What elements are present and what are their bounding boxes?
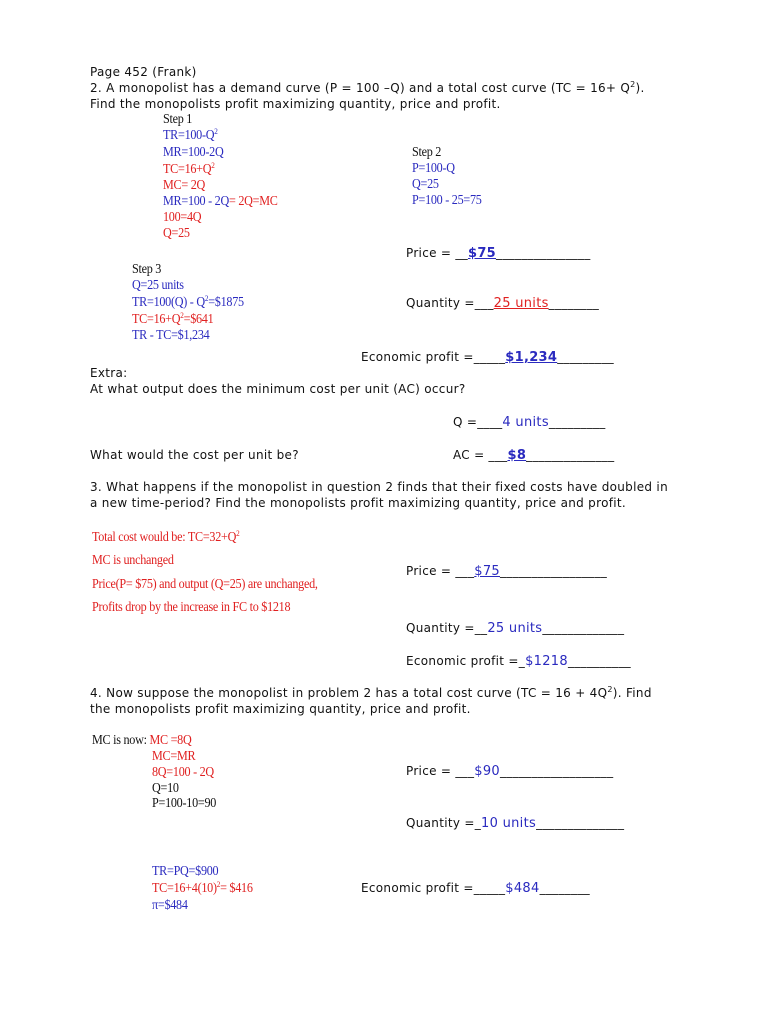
- q3-price-answer: Price = ___$75_________________: [406, 564, 608, 579]
- q3-total-cost: Total cost would be: $TC=32+Q^2$: [92, 529, 240, 544]
- step3-quantity: Q=25 units: [132, 277, 184, 292]
- q4-mc-now: MC is now: MC =8Q: [92, 732, 192, 747]
- q4-profit-answer: Economic profit =_____$484________: [361, 881, 590, 896]
- question-3-text-line1: 3. What happens if the monopolist in question 2 finds that their fixed costs have doubled in: [90, 480, 668, 494]
- step3-total-cost: $TC=16+Q^2=\$641$: [132, 311, 214, 326]
- question-2-text-line1: 2. A monopolist has a demand curve (P = 100 –Q) and a total cost curve $(TC = 16+ Q^2)$.: [90, 80, 645, 95]
- q4-price-answer: Price = ___$90__________________: [406, 764, 614, 779]
- q4-quantity: Q=10: [152, 780, 179, 795]
- step1-mr: MR=100-2Q: [163, 144, 224, 159]
- extra-question-cost: What would the cost per unit be?: [90, 448, 299, 462]
- extra-ac-answer: AC = ___$8______________: [453, 448, 615, 463]
- question-3-text-line2: a new time-period? Find the monopolists profit maximizing quantity, price and profit.: [90, 496, 626, 510]
- step2-demand: P=100-Q: [412, 160, 455, 175]
- step1-mc: MC= 2Q: [163, 177, 206, 192]
- q2-quantity-answer: Quantity =___25 units________: [406, 296, 600, 311]
- q2-profit-answer: Economic profit =_____$1,234_________: [361, 350, 614, 365]
- step2-price: P=100 - 25=75: [412, 192, 482, 207]
- extra-question-output: At what output does the minimum cost per unit (AC) occur?: [90, 382, 466, 396]
- q4-mc-equals-mr: MC=MR: [152, 748, 196, 763]
- q4-total-revenue: TR=PQ=$900: [152, 863, 219, 878]
- step2-title: Step 2: [412, 144, 442, 159]
- q2-price-answer: Price = __$75_______________: [406, 246, 591, 261]
- q3-quantity-answer: Quantity =__25 units_____________: [406, 621, 625, 636]
- extra-label: Extra:: [90, 366, 128, 380]
- q4-total-cost: $TC=16+4(10)^2=$ $416: [152, 880, 253, 895]
- q4-quantity-answer: Quantity =_10 units______________: [406, 816, 625, 831]
- q4-profit: π=$484: [152, 897, 188, 912]
- step2-quantity: Q=25: [412, 176, 439, 191]
- page-reference: Page 452 (Frank): [90, 65, 197, 79]
- q3-price-output-unchanged: Price(P= $75) and output (Q=25) are unchanged,: [92, 576, 318, 591]
- step3-total-revenue: $TR=100(Q) - Q^2=\$1875$: [132, 294, 244, 309]
- question-4-text-line1: 4. Now suppose the monopolist in problem 2 has a total cost curve $(TC = 16 + 4Q^2)$. Find: [90, 685, 652, 700]
- step3-profit: TR - TC=$1,234: [132, 327, 210, 342]
- step1-tr: $TR=100-Q^2$: [163, 127, 218, 142]
- question-4-text-line2: the monopolists profit maximizing quantity, price and profit.: [90, 702, 471, 716]
- q3-profit-answer: Economic profit =_$1218__________: [406, 654, 631, 669]
- step1-tc: $TC=16+Q^2$: [163, 161, 215, 176]
- step1-solve: 100=4Q: [163, 209, 202, 224]
- q3-profits-drop: Profits drop by the increase in FC to $1218: [92, 599, 291, 614]
- q4-solve: 8Q=100 - 2Q: [152, 764, 214, 779]
- extra-q-answer: Q =____4 units_________: [453, 415, 606, 430]
- question-2-text-line2: Find the monopolists profit maximizing quantity, price and profit.: [90, 97, 501, 111]
- step1-mr-equals-mc: MR=100 - 2Q= 2Q=MC: [163, 193, 278, 208]
- q4-price: P=100-10=90: [152, 795, 217, 810]
- step1-title: Step 1: [163, 111, 193, 126]
- q3-mc-unchanged: MC is unchanged: [92, 552, 174, 567]
- step1-quantity: Q=25: [163, 225, 190, 240]
- step3-title: Step 3: [132, 261, 162, 276]
